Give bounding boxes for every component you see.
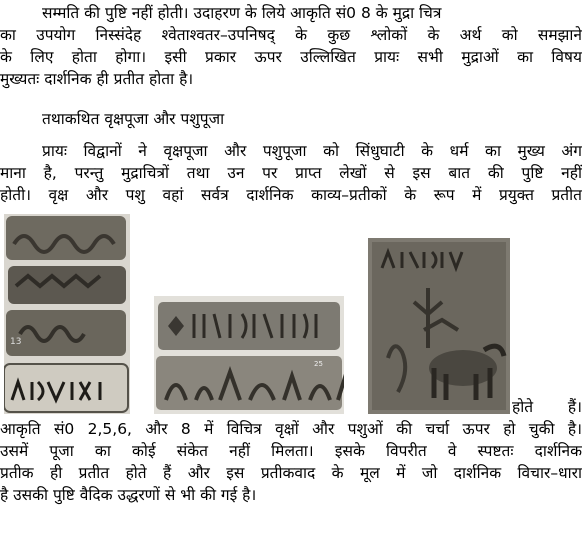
para2-line-1: प्रायः विद्वानों ने वृक्षपूजा और पशुपूजा को सिंधुघाटी के धर्म का मुख्य अंग <box>42 142 582 160</box>
para1-line-1: सम्मति की पुष्टि नहीं होती। उदाहरण के लिये आकृति सं0 8 के मुद्रा चित्र <box>42 4 442 22</box>
seal-photo-middle <box>154 296 344 414</box>
inline-word: होते हैं। <box>512 398 582 416</box>
para3-line-2: उसमें पूजा का कोई संकेत नहीं मिलता। इसके विपरीत वे स्पष्टतः दार्शनिक <box>0 442 582 460</box>
para2-line-2: माना है, परन्तु मुद्राचित्रों तथा उन पर प्राप्त लेखों से इस बात की पुष्टि नहीं <box>0 164 582 182</box>
para2-line-3: होती। वृक्ष और पशु वहां सर्वत्र दार्शनिक काव्य–प्रतीकों के रूप में प्रयुक्त प्रतीत <box>0 186 582 204</box>
para3-line-1: आकृति सं0 2,5,6, और 8 में विचित्र वृक्षों और पशुओं की चर्चा ऊपर हो चुकी है। <box>0 420 582 438</box>
seal-photo-left <box>4 214 130 414</box>
section-heading: तथाकथित वृक्षपूजा और पशुपूजा <box>42 110 225 128</box>
plate-number-13: 13 <box>10 337 22 347</box>
para1-line-3: के लिए होता होगा। इसी प्रकार ऊपर उल्लिखित प्रायः सभी मुद्राओं का विषय <box>0 48 582 66</box>
plate-number-25: 25 <box>314 360 323 368</box>
para1-line-4: मुख्यतः दार्शनिक ही प्रतीत होता है। <box>0 70 194 88</box>
para3-line-4: है उसकी पुष्टि वैदिक उद्धरणों से भी की गई है। <box>0 486 257 504</box>
para1-line-2: का उपयोग निस्संदेह श्वेताश्वतर–उपनिषद् के कुछ श्लोकों के अर्थ को समझाने <box>0 26 582 44</box>
seal-photo-right <box>368 238 510 414</box>
para3-line-3: प्रतीक ही प्रतीत होते हैं और इस प्रतीकवाद के मूल में जो दार्शनिक विचार–धारा <box>0 464 582 482</box>
